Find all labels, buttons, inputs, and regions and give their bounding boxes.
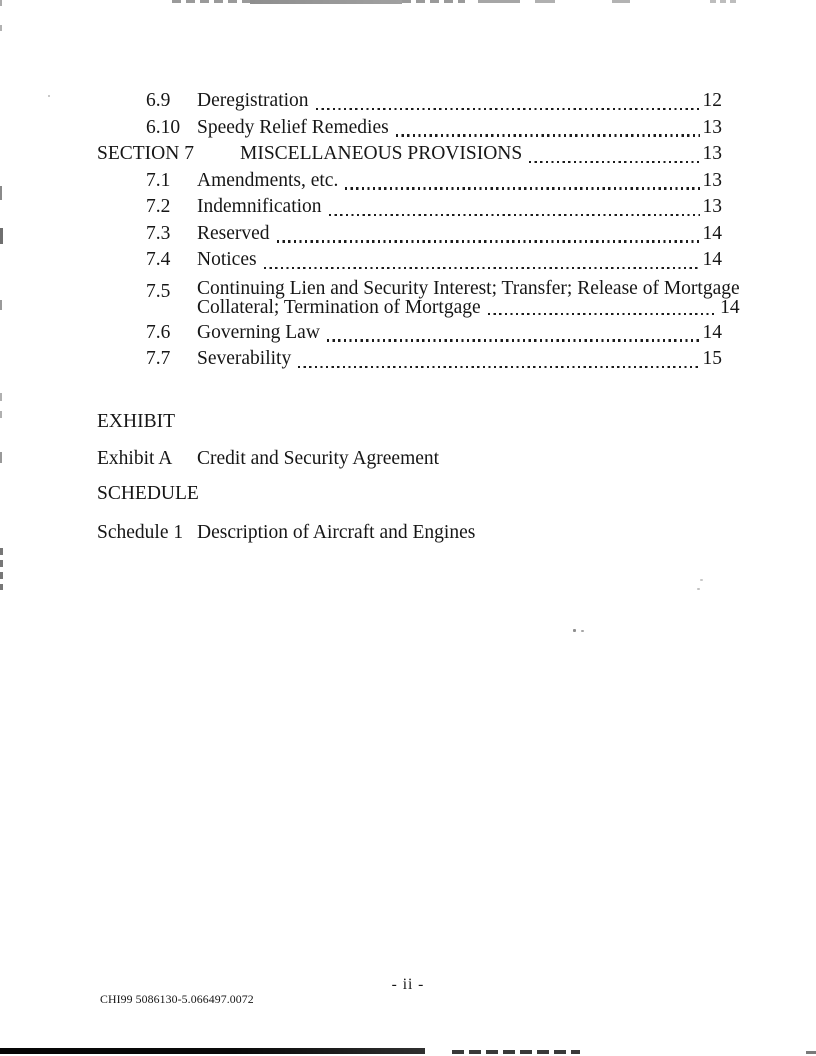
scan-artifact-bottom-edge <box>806 1051 816 1054</box>
scan-artifact-top-edge <box>478 0 520 3</box>
scan-artifact-left-edge <box>0 300 2 310</box>
scan-artifact-bottom-edge <box>0 1048 425 1054</box>
exhibit-label: Exhibit A <box>97 447 173 469</box>
scan-artifact-top-edge <box>172 0 250 3</box>
toc-entry-title: Notices <box>197 249 257 270</box>
toc-entry-title-line2-row <box>197 298 740 318</box>
scan-speck <box>700 579 703 581</box>
toc-entry-7-2 <box>97 194 722 221</box>
toc-entry-title: Indemnification <box>197 196 322 217</box>
toc-entry-number: 7.2 <box>146 196 171 217</box>
dot-leader <box>298 346 699 373</box>
toc-entry-page: 15 <box>702 348 722 369</box>
toc-section-number: SECTION 7 <box>97 143 194 164</box>
scan-artifact-top-edge <box>535 0 555 3</box>
toc-entry-number: 6.9 <box>146 90 171 111</box>
toc-entry-title: Governing Law <box>197 321 320 343</box>
toc-entry-7-6 <box>97 320 722 347</box>
dot-leader <box>277 221 700 248</box>
toc-entry-page: 13 <box>702 169 722 191</box>
exhibit-heading: EXHIBIT <box>97 411 175 432</box>
toc-entry-7-5 <box>97 274 740 320</box>
scan-artifact-left-edge <box>0 25 2 31</box>
scan-artifact-left-edge <box>0 411 2 418</box>
toc-entry-page: 14 <box>720 297 740 318</box>
dot-leader <box>327 320 700 347</box>
exhibit-title: Credit and Security Agreement <box>197 447 440 469</box>
toc-entry-number: 7.6 <box>146 321 171 343</box>
scan-artifact-left-edge <box>0 186 2 200</box>
toc-entry-page: 14 <box>702 249 722 270</box>
scan-artifact-top-edge <box>710 0 736 3</box>
toc-entry-6-10 <box>97 115 722 142</box>
toc-entry-page: 12 <box>702 90 722 111</box>
toc-entry-7-4 <box>97 247 722 274</box>
toc-entry-page: 13 <box>702 143 722 164</box>
dot-leader <box>529 141 699 168</box>
toc-entry-7-1 <box>97 168 722 195</box>
dot-leader <box>396 115 700 142</box>
dot-leader <box>316 88 700 115</box>
dot-leader <box>264 247 700 274</box>
toc-entry-number: 7.4 <box>146 249 171 270</box>
toc-entry-number: 7.3 <box>146 222 171 244</box>
toc-entry-title: Severability <box>197 348 292 369</box>
toc-entry-title-line2: Collateral; Termination of Mortgage <box>197 297 481 318</box>
toc-entry-title: Deregistration <box>197 90 309 111</box>
toc-entry-title: Amendments, etc. <box>197 169 339 191</box>
scan-artifact-left-edge <box>0 0 2 6</box>
scan-artifact-top-edge <box>250 0 402 4</box>
scan-artifact-left-edge <box>0 393 2 401</box>
toc-entry-page: 13 <box>702 116 722 138</box>
dot-leader <box>345 168 699 195</box>
page-number: - ii - <box>391 976 425 993</box>
toc-entry-page: 13 <box>702 196 722 217</box>
schedule-heading: SCHEDULE <box>97 483 199 504</box>
scan-artifact-left-edge <box>0 452 2 463</box>
toc-section-title: MISCELLANEOUS PROVISIONS <box>240 143 523 164</box>
toc-entry-page: 14 <box>702 222 722 244</box>
toc-entry-title: Reserved <box>197 222 270 244</box>
scan-artifact-top-edge <box>402 0 465 3</box>
scan-speck <box>581 630 584 632</box>
toc-entry-number: 7.5 <box>146 280 171 302</box>
scan-artifact-left-edge <box>0 228 3 244</box>
toc-entry-number: 7.7 <box>146 348 171 369</box>
toc-entry-page: 14 <box>702 321 722 343</box>
schedule-1-row <box>97 520 722 547</box>
dot-leader <box>488 298 717 318</box>
exhibit-a-row <box>97 446 722 473</box>
scan-artifact-top-edge <box>612 0 630 3</box>
scan-speck <box>48 95 50 97</box>
scan-speck <box>573 629 576 632</box>
scan-artifact-bottom-edge <box>452 1050 580 1054</box>
exhibit-schedule-list <box>97 409 722 546</box>
toc-entry-title-block <box>197 279 740 318</box>
toc-entry-title-line1: Continuing Lien and Security Interest; Transfer; Release of Mortgage <box>197 277 740 299</box>
table-of-contents <box>97 88 740 373</box>
document-reference: CHI99 5086130-5.066497.0072 <box>100 992 254 1006</box>
toc-entry-7-3 <box>97 221 722 248</box>
toc-entry-section-7 <box>97 141 722 168</box>
toc-entry-7-7 <box>97 346 722 373</box>
schedule-label: Schedule 1 <box>97 521 184 543</box>
dot-leader <box>329 194 700 221</box>
toc-entry-number: 6.10 <box>146 116 181 138</box>
toc-entry-6-9 <box>97 88 722 115</box>
toc-entry-title: Speedy Relief Remedies <box>197 116 389 138</box>
scan-artifact-left-edge <box>0 548 3 590</box>
scan-speck <box>697 588 700 590</box>
toc-entry-number: 7.1 <box>146 169 171 191</box>
schedule-title: Description of Aircraft and Engines <box>197 521 476 543</box>
